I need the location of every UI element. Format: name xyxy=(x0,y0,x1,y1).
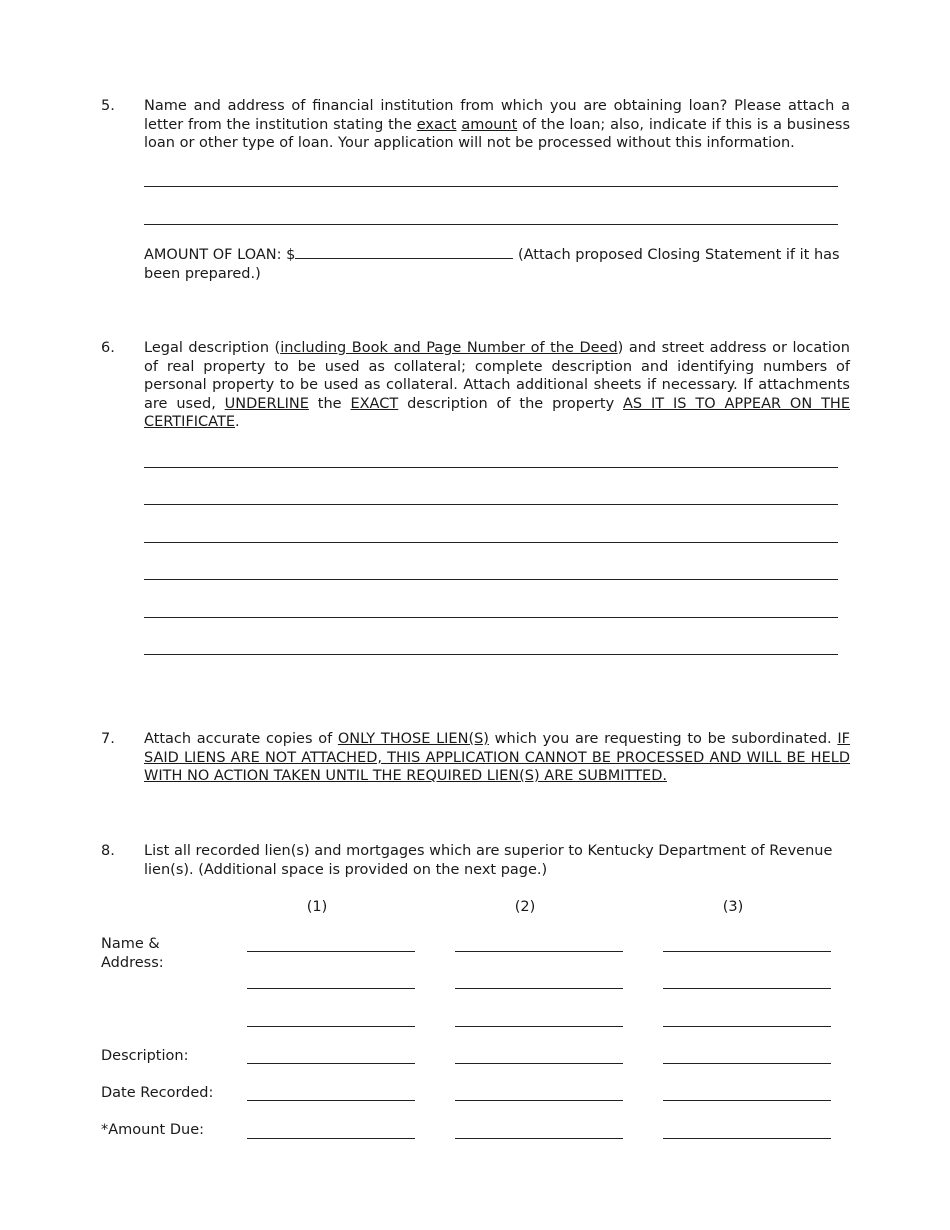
answer-line[interactable] xyxy=(144,467,838,468)
column-header-2: (2) xyxy=(514,899,536,915)
section-8 xyxy=(101,842,850,879)
row-label-amount-due: *Amount Due: xyxy=(101,1122,205,1138)
section-6 xyxy=(101,339,850,432)
lien-3-amount-due[interactable] xyxy=(663,1138,831,1139)
answer-line[interactable] xyxy=(144,186,838,187)
row-label-description: Description: xyxy=(101,1048,189,1064)
lien-3-name-address-line-3[interactable] xyxy=(663,1026,831,1027)
answer-line[interactable] xyxy=(144,579,838,580)
lien-2-name-address-line-1[interactable] xyxy=(455,951,623,952)
lien-1-amount-due[interactable] xyxy=(247,1138,415,1139)
section-7-text: Attach accurate copies of ONLY THOSE LIEN(S) which you are requesting to be subordinated. IF SAID LIENS ARE NOT ATTACHED, THIS APPLICATION CANNOT BE PROCESSED AND WILL BE HELD WITH NO ACTION TAKEN UNTIL THE REQUIRED LIEN(S) ARE SUBMITTED. xyxy=(144,731,850,784)
lien-3-description[interactable] xyxy=(663,1063,831,1064)
answer-line[interactable] xyxy=(144,617,838,618)
answer-line[interactable] xyxy=(144,542,838,543)
section-5-text: Name and address of financial institution from which you are obtaining loan? Please attach a letter from the institution stating the exact amount of the loan; also, indicate if this is a business loan or other type of loan. Your application will not be processed without this information. xyxy=(144,98,850,151)
column-header-3: (3) xyxy=(722,899,744,915)
lien-2-name-address-line-3[interactable] xyxy=(455,1026,623,1027)
lien-1-date-recorded[interactable] xyxy=(247,1100,415,1101)
lien-2-name-address-line-2[interactable] xyxy=(455,988,623,989)
answer-line[interactable] xyxy=(144,224,838,225)
lien-2-amount-due[interactable] xyxy=(455,1138,623,1139)
row-label-date-recorded: Date Recorded: xyxy=(101,1085,214,1101)
lien-1-description[interactable] xyxy=(247,1063,415,1064)
section-number: 5. xyxy=(101,98,115,114)
lien-2-description[interactable] xyxy=(455,1063,623,1064)
amount-of-loan-field[interactable] xyxy=(295,246,513,259)
section-8-text: List all recorded lien(s) and mortgages which are superior to Kentucky Department of Revenue lien(s). (Additional space is provided on the next page.) xyxy=(144,843,833,878)
section-6-text: Legal description (including Book and Page Number of the Deed) and street address or location of real property to be used as collateral; complete description and identifying numbers of personal property to be used as collateral. Attach additional sheets if necessary. If attachments are used, UNDERLINE the EXACT description of the property AS IT IS TO APPEAR ON THE CERTIFICATE. xyxy=(144,340,850,430)
lien-3-date-recorded[interactable] xyxy=(663,1100,831,1101)
section-number: 8. xyxy=(101,843,115,859)
lien-1-name-address-line-1[interactable] xyxy=(247,951,415,952)
lien-3-name-address-line-2[interactable] xyxy=(663,988,831,989)
lien-2-date-recorded[interactable] xyxy=(455,1100,623,1101)
section-7 xyxy=(101,730,850,786)
lien-1-name-address-line-3[interactable] xyxy=(247,1026,415,1027)
lien-1-name-address-line-2[interactable] xyxy=(247,988,415,989)
row-label-name-address: Name & Address: xyxy=(101,936,164,971)
answer-line[interactable] xyxy=(144,654,838,655)
lien-3-name-address-line-1[interactable] xyxy=(663,951,831,952)
section-5 xyxy=(101,97,850,153)
section-number: 6. xyxy=(101,340,115,356)
amount-of-loan: AMOUNT OF LOAN: $ (Attach proposed Closing Statement if it has been prepared.) xyxy=(144,247,840,282)
answer-line[interactable] xyxy=(144,504,838,505)
column-header-1: (1) xyxy=(306,899,328,915)
section-number: 7. xyxy=(101,731,115,747)
